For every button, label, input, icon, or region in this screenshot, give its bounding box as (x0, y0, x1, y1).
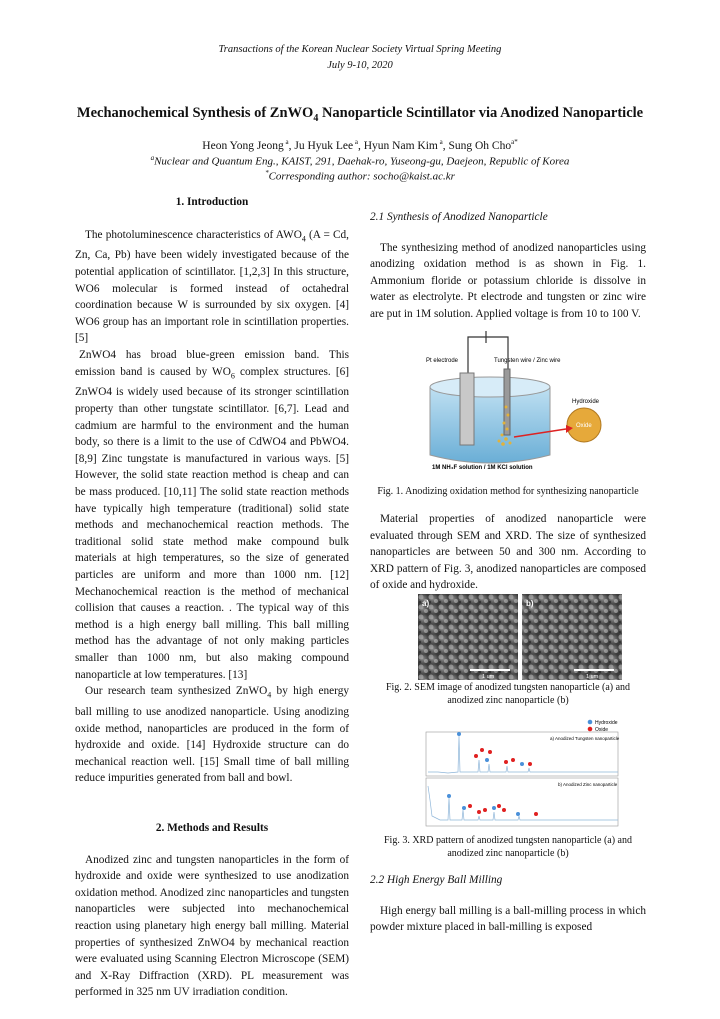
sem-image-b (522, 594, 622, 680)
legend-oxide: Oxide (595, 727, 609, 733)
right-column-top (370, 209, 646, 323)
xrd-peaks-b (447, 794, 538, 816)
affiliation: $^a$Nuclear and Quantum Eng., KAIST, 291, Daehak-ro, Yuseong-gu, Daejeon, Republic of Korea (150, 154, 570, 168)
corresponding-author: *Corresponding author: socho@kaist.ac.kr (265, 169, 455, 183)
section-methods-heading: 2. Methods and Results (155, 821, 269, 834)
xrd-label-b: b) Anodized Zinc nanoparticle (558, 782, 618, 787)
material-properties-paragraph: Material properties of anodized nanoparticle were evaluated through SEM and XRD. The size of synthesized nanoparticles are between 50 and 300 nm. According to XRD pattern of Fig. 3, anodized nanoparticles are composed of oxide and hydroxide. (370, 513, 646, 592)
xrd-trace-b (428, 786, 618, 820)
intro-paragraph-2: ZnWO4 has broad blue-green emission band. This emission band is caused by $WO_6$ complex structures. [6] ZnWO4 is widely used because of its stronger scintillation property than other tungstate scintillator. [6,7]. Lead and cadmium are harmful to the environment and the human body, so there is a limit to the use of CdWO4 and PbWO4. [8,9] Zinc tungstate is manufactured in various ways. [5] However, the solid state reaction method is cheap and can be mass produced. [10,11] The solid state reaction methods have typically high temperature (traditional) solid state methods and mechanochemical reaction methods. The traditional solid state method make compound bulk materials at high temperatures, so the size of generated particles are uniform and more than 1000 nm. [12] Mechanochemical reaction is the method of mechanical collision that causes a reaction. . The typical way of this method is a high energy ball milling. This ball milling method has the advantage of not only making particles smaller than 1000 nm, but also making compound nanoparticle at low temperatures. [13] (75, 349, 349, 681)
anodized-synthesis-paragraph: The synthesizing method of anodized nanoparticles using anodizing oxidation method is as shown in Fig. 1. Ammonium floride or potassium chloride is dissolve in water as electrolyte. Pt electrode and tungsten or zinc wire are put in 1M solution. Applied voltage is from 10 to 100 V. (370, 241, 646, 320)
panel-a-label: a) (422, 599, 430, 608)
xrd-figure (418, 716, 622, 832)
pt-electrode (460, 373, 474, 445)
hydroxide-label: Hydroxide (572, 399, 600, 405)
paper-title: Mechanochemical Synthesis of ZnWO$_4$ Nanoparticle Scintillator via Anodized Nanoparticle (76, 105, 644, 124)
section-introduction-heading: 1. Introduction (175, 196, 249, 208)
figure-2-caption: Fig. 2. SEM image of anodized tungsten nanoparticle (a) and anodized zinc nanoparticle (b) (385, 682, 631, 706)
xrd-label-a: a) Anodized Tungsten nanoparticle (550, 736, 620, 741)
figure-3-caption: Fig. 3. XRD pattern of anodized tungsten nanoparticle (a) and anodized zinc nanoparticle (b) (384, 835, 632, 859)
intro-paragraph-1: The photoluminescence characteristics of $AWO_4$ (A = Cd, Zn, Ca, Pb) have been widely investigated because of the potential application of scintillator. [1,2,3] In this structure, WO6 molecular is formed instead of octahedral coordination because W is surrounded by six oxygen. [4] WO6 group has an important role in scintillation properties. [5] (75, 228, 349, 345)
wire (468, 337, 508, 377)
scale-label-b: 1 um (586, 674, 599, 680)
figure-1-caption: Fig. 1. Anodizing oxidation method for synthesizing nanoparticle (377, 486, 639, 497)
ball-milling-paragraph: High energy ball milling is a ball-milling process in which powder mixture placed in ball-milling is exposed (370, 904, 646, 934)
left-column (75, 194, 349, 1001)
beaker (430, 387, 550, 463)
oxide-label: Oxide (576, 423, 592, 429)
subsection-2-1-heading: 2.1 Synthesis of Anodized Nanoparticle (370, 211, 548, 223)
pt-electrode-label: Pt electrode (426, 358, 459, 364)
sem-image-a (418, 594, 518, 680)
solution-label: 1M NH₄F solution / 1M KCl solution (432, 465, 533, 471)
sem-figure (418, 594, 622, 680)
subsection-2-2-heading: 2.2 High Energy Ball Milling (370, 874, 503, 886)
right-column-mid (370, 511, 646, 594)
right-column-bottom (370, 872, 646, 936)
author-list: Heon Yong Jeong $^a$, Ju Hyuk Lee $^a$, Hyun Nam Kim $^a$, Sung Oh Cho$^{a*}$ (202, 138, 518, 152)
wire-label: Tungsten wire / Zinc wire (494, 358, 561, 364)
xrd-trace-a (428, 736, 618, 773)
panel-b-label: b) (526, 599, 534, 608)
xrd-peaks-a (457, 732, 532, 766)
legend-hydroxide: Hydroxide (595, 720, 618, 726)
conference-date: July 9-10, 2020 (327, 60, 393, 71)
conference-name: Transactions of the Korean Nuclear Society Virtual Spring Meeting (218, 44, 502, 55)
metal-wire (504, 369, 510, 435)
scale-label-a: 1 um (482, 674, 495, 680)
intro-paragraph-3: Our research team synthesized ZnWO$_4$ by high energy ball milling to use anodized nanoparticle. Using anodizing oxide method, nanoparticles are produced in the form of hydroxide and oxide. [14] Hydroxide structure can do mechanical reaction well. [15] Small time of ball milling reduce impurities generated from ball and bowl. (75, 685, 349, 785)
methods-paragraph: Anodized zinc and tungsten nanoparticles in the form of hydroxide and oxide were synthesized to use anodization oxidation method. Anodized zinc nanoparticles and tungsten nanoparticles were subjected into mechanochemical reaction using planetary high energy ball milling. Material properties of synthesized ZnWO4 by mechanical reaction were evaluated using Scanning Electron Microscope (SEM) and X-Ray Diffraction (XRD). PL measurement was performed in 325 nm UV irradiation condition. (75, 853, 349, 999)
anodizing-setup-figure (420, 325, 620, 475)
